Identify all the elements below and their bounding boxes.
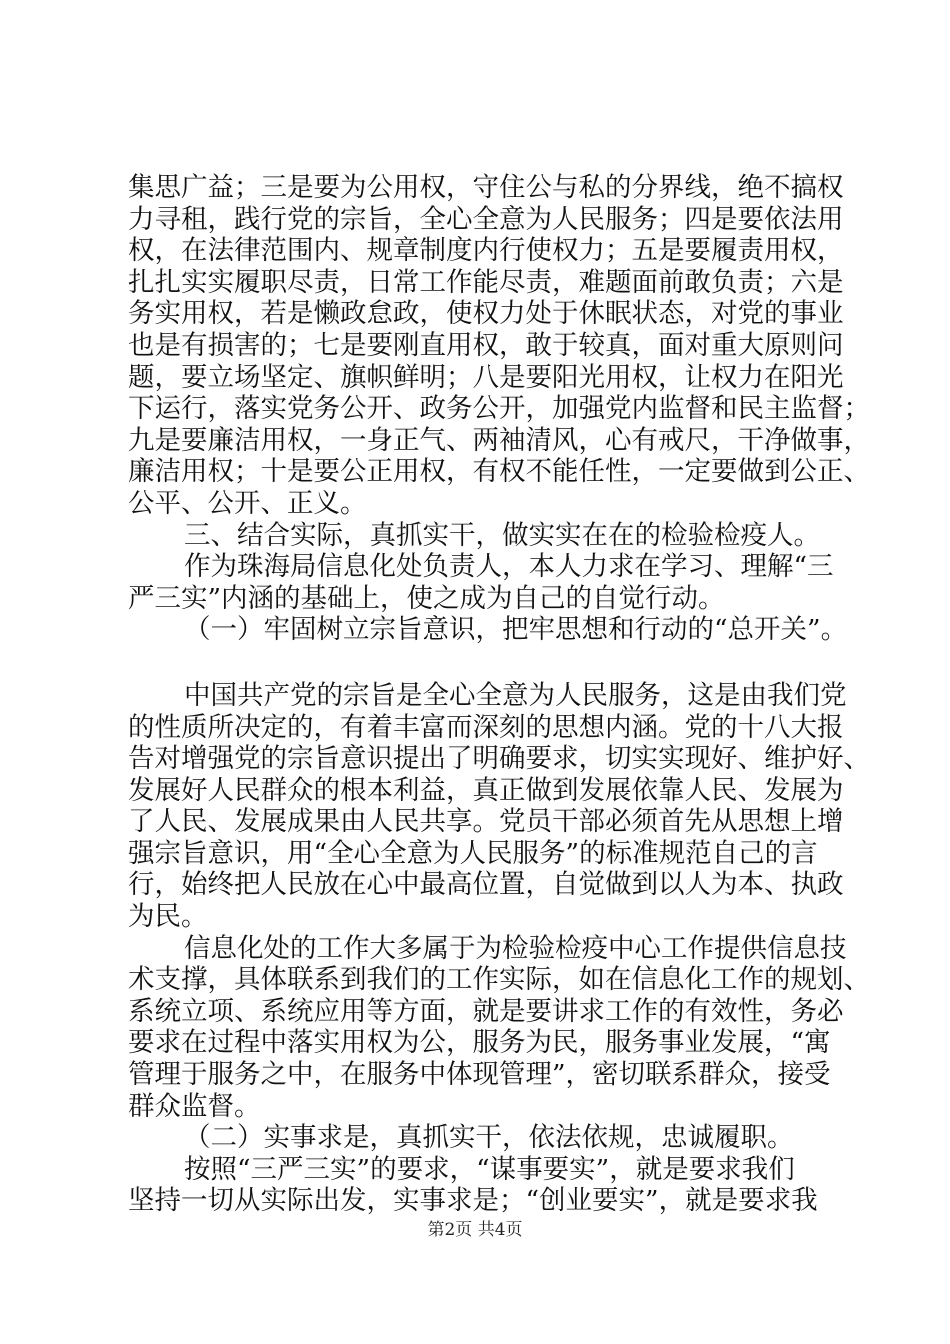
text-line: 作为珠海局信息化处负责人，本人力求在学习、理解“三	[184, 551, 834, 583]
paragraph-it-work	[128, 932, 870, 1123]
text-line: 强宗旨意识，用“全心全意为人民服务”的标准规范自己的言	[128, 837, 818, 869]
text-line: 力寻租，践行党的宗旨，全心全意为人民服务；四是要依法用	[128, 203, 844, 235]
subheading-1: （一）牢固树立宗旨意识，把牢思想和行动的“总开关”。	[184, 614, 848, 646]
blank-space	[128, 646, 836, 680]
paragraph-three-stricts	[128, 1154, 836, 1217]
text-line: 下运行，落实党务公开、政务公开，加强党内监督和民主监督；	[128, 393, 870, 425]
text-line: 也是有损害的；七是要刚直用权，敢于较真，面对重大原则问	[128, 329, 844, 361]
text-line: 严三实”内涵的基础上，使之成为自己的自觉行动。	[128, 582, 725, 614]
text-line: 术支撑，具体联系到我们的工作实际，如在信息化工作的规划、	[128, 964, 870, 996]
text-line: 了人民、发展成果由人民共享。党员干部必须首先从思想上增	[128, 806, 844, 838]
text-line: 务实用权，若是懒政怠政，使权力处于休眠状态，对党的事业	[128, 298, 844, 330]
section-heading-3: 三、结合实际，真抓实干，做实实在在的检验检疫人。	[184, 519, 820, 551]
text-line: 题，要立场坚定、旗帜鲜明；八是要阳光用权，让权力在阳光	[128, 361, 844, 393]
text-line: 的性质所决定的，有着丰富而深刻的思想内涵。党的十八大报	[128, 711, 844, 743]
text-line: 系统立项、系统应用等方面，就是要讲求工作的有效性，务必	[128, 995, 844, 1027]
text-line: 要求在过程中落实用权为公，服务为民，服务事业发展，“寓	[128, 1027, 831, 1059]
text-line: 集思广益；三是要为公用权，守住公与私的分界线，绝不搞权	[128, 172, 844, 203]
text-line: 管理于服务之中，在服务中体现管理”，密切联系群众，接受	[128, 1059, 831, 1091]
text-line: 廉洁用权；十是要公正用权，有权不能任性，一定要做到公正、	[128, 456, 870, 488]
text-line: 行，始终把人民放在心中最高位置，自觉做到以人为本、执政	[128, 869, 844, 901]
subheading-2: （二）实事求是，真抓实干，依法依规，忠诚履职。	[184, 1122, 794, 1154]
text-line: 按照“三严三实”的要求，“谋事要实”，就是要求我们	[184, 1153, 795, 1185]
page-number-footer: 第2页 共4页	[427, 1220, 523, 1240]
text-line: 扎扎实实履职尽责，日常工作能尽责，难题面前敢负责；六是	[128, 266, 844, 298]
text-line: 发展好人民群众的根本利益，真正做到发展依靠人民、发展为	[128, 774, 844, 806]
paragraph-purpose	[128, 679, 870, 933]
text-line: 信息化处的工作大多属于为检验检疫中心工作提供信息技	[184, 932, 847, 964]
text-line: 权，在法律范围内、规章制度内行使权力；五是要履责用权，	[128, 235, 844, 267]
text-line: 九是要廉洁用权，一身正气、两袖清风，心有戒尺，干净做事，	[128, 424, 870, 456]
intro-paragraph	[128, 551, 836, 614]
text-line: 中国共产党的宗旨是全心全意为人民服务，这是由我们党	[184, 679, 847, 711]
text-line: 公平、公开、正义。	[128, 487, 367, 519]
text-line: 群众监督。	[128, 1090, 261, 1122]
text-line: 告对增强党的宗旨意识提出了明确要求，切实实现好、维护好、	[128, 743, 870, 775]
document-body	[128, 172, 870, 1217]
paragraph-continued	[128, 172, 870, 520]
text-line: 坚持一切从实际出发，实事求是；“创业要实”，就是要求我	[128, 1185, 818, 1217]
text-line: 为民。	[128, 901, 208, 933]
